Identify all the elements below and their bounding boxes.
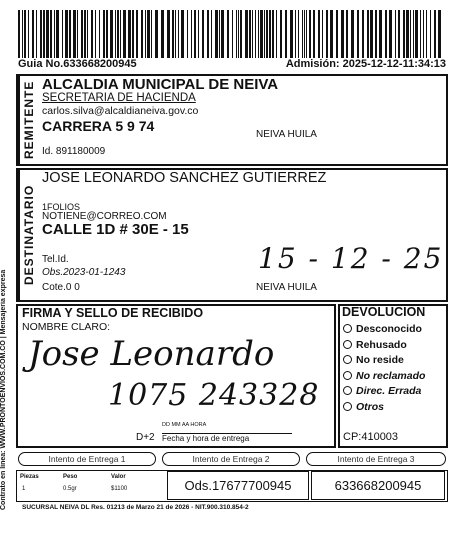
return-option-1[interactable]: [343, 338, 425, 354]
package-row: [16, 470, 448, 502]
handwritten-date: 15 - 12 - 25: [258, 242, 444, 275]
return-option-label: Direc. Errada: [356, 385, 422, 397]
peso-label: Peso: [63, 474, 78, 480]
attempt-3: Intento de Entrega 3: [306, 452, 446, 466]
return-option-label: Desconocido: [356, 323, 422, 335]
sender-box: [16, 74, 448, 166]
recipient-obs: Obs.2023-01-1243: [42, 267, 126, 278]
attempts-row: [16, 450, 448, 468]
sender-section-label: REMITENTE: [18, 76, 38, 164]
attempt-2: Intento de Entrega 2: [162, 452, 300, 466]
signature-number: 1075 243328: [108, 378, 320, 413]
radio-icon: [343, 386, 352, 395]
recipient-name: JOSE LEONARDO SANCHEZ GUTIERREZ: [42, 170, 327, 186]
return-cp: CP:410003: [343, 431, 399, 443]
barcode: [18, 10, 446, 58]
sender-email: carlos.silva@alcaldianeiva.gov.co: [42, 105, 199, 117]
radio-icon: [343, 402, 352, 411]
sender-address: CARRERA 5 9 74: [42, 118, 155, 134]
valor-label: Valor: [111, 474, 126, 480]
return-option-label: Otros: [356, 400, 385, 413]
attempt-1: Intento de Entrega 1: [18, 452, 156, 466]
sender-id: Id. 891180009: [42, 146, 106, 157]
sender-department: SECRETARIA DE HACIENDA: [42, 92, 196, 104]
return-option-label: Rehusado: [356, 338, 407, 351]
recipient-email: NOTIENE@CORREO.COM: [42, 211, 167, 222]
return-option-label: No reclamado: [356, 369, 426, 382]
valor-value: $1100: [111, 486, 128, 492]
recipient-section-label: DESTINATARIO: [18, 170, 38, 300]
guide-number: Guia No.633668200945: [18, 58, 137, 70]
admission-timestamp: Admisión: 2025-12-12-11:34:13: [285, 58, 446, 70]
return-option-4[interactable]: [343, 384, 425, 400]
radio-icon: [343, 371, 352, 380]
recipient-code: Cote.0 0: [42, 282, 80, 293]
signature-name: Jose Leonardo: [28, 334, 275, 374]
side-contract-text: Contrato en linea: WWW.PRONTOENVIOS.COM.CO | Mensajeria expresa: [0, 269, 7, 510]
radio-icon: [343, 355, 352, 364]
sender-city: NEIVA HUILA: [256, 129, 317, 140]
piezas-value: 1: [22, 486, 26, 492]
recipient-city: NEIVA HUILA: [256, 282, 317, 293]
radio-icon: [343, 340, 352, 349]
receipt-box: [16, 304, 336, 448]
sender-name: ALCALDIA MUNICIPAL DE NEIVA: [42, 76, 279, 93]
return-option-5[interactable]: [343, 400, 425, 416]
peso-value: 0.5gr: [63, 486, 77, 492]
recipient-tel: Tel.Id.: [42, 254, 69, 265]
radio-icon: [343, 324, 352, 333]
return-title: DEVOLUCION: [342, 305, 426, 319]
receipt-title: FIRMA Y SELLO DE RECIBIDO: [22, 306, 204, 320]
ods-number: Ods.17677700945: [167, 471, 309, 500]
return-option-label: No reside: [356, 354, 404, 366]
return-option-3[interactable]: [343, 369, 425, 385]
d-code: D+2: [136, 432, 155, 443]
return-option-2[interactable]: [343, 353, 425, 369]
recipient-address: CALLE 1D # 30E - 15: [42, 221, 189, 238]
footer-text: SUCURSAL NEIVA DL Res. 01213 de Marzo 21 de 2026 - NIT.900.310.854-2: [22, 504, 249, 511]
receipt-name-label: NOMBRE CLARO:: [22, 321, 111, 333]
return-option-0[interactable]: [343, 322, 425, 338]
recipient-box: [16, 168, 448, 302]
date-caption: Fecha y hora de entrega: [162, 433, 292, 443]
piezas-label: Piezas: [20, 474, 39, 480]
recipient-folios: 1FOLIOS: [42, 202, 81, 212]
guide-number-repeat: 633668200945: [311, 471, 445, 500]
date-fields: DD MM AA HORA: [162, 422, 207, 428]
return-box: [338, 304, 448, 448]
